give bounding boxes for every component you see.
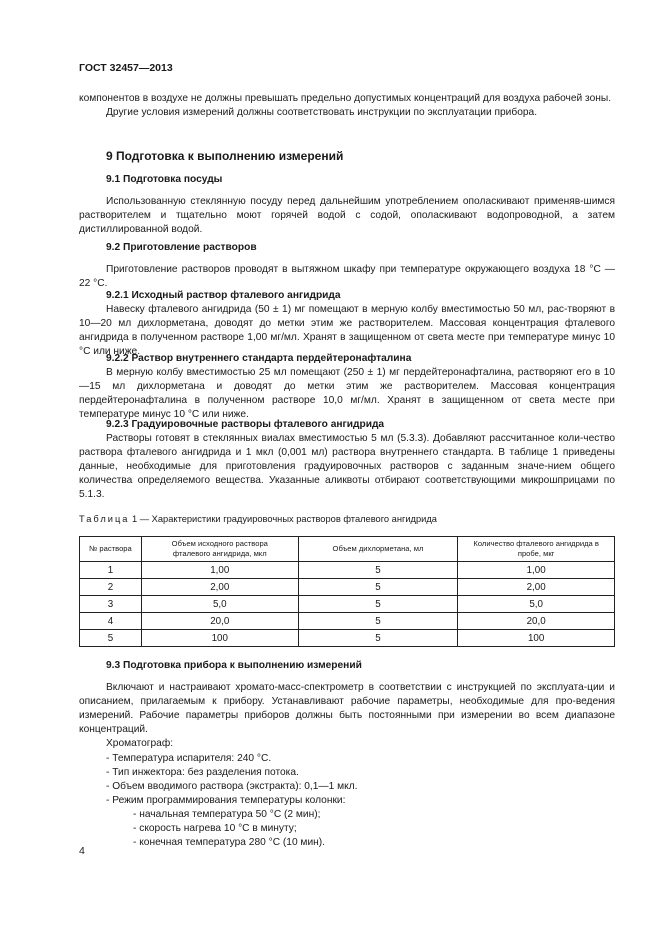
document-header: ГОСТ 32457—2013 (79, 62, 173, 74)
table-header-cell: Количество фталевого ангидрида в пробе, мкг (458, 537, 615, 562)
table-cell: 5 (80, 630, 142, 647)
table-cell: 5,0 (458, 596, 615, 613)
section-9-2-1-text: Навеску фталевого ангидрида (50 ± 1) мг помещают в мерную колбу вместимостью 50 мл, рас-творяют в 10—20 мл дихлорметана, доводят до метки этим же растворителем. Массовая концентрация фталевого ангидрида в полученном растворе 1,00 мг/мл. Хранят в защищенном от света месте при температуре минус 10 °С или ниже. (79, 304, 615, 358)
table-header-cell: Объем дихлорметана, мл (298, 537, 458, 562)
table-cell: 1,00 (458, 562, 615, 579)
intro-paragraph-1: компонентов в воздухе не должны превышать предельно допустимых концентраций для воздуха рабочей зоны. (79, 93, 612, 104)
table-cell: 5 (298, 579, 458, 596)
table-row (80, 613, 615, 630)
table-cell: 2,00 (458, 579, 615, 596)
table-cell: 100 (458, 630, 615, 647)
table-header-row (80, 537, 615, 562)
section-9-3 (79, 659, 615, 850)
table-cell: 5,0 (141, 596, 298, 613)
table-row (80, 562, 615, 579)
section-9-3-text: Включают и настраивают хромато-масс-спектрометр в соответствии с инструкцией по эксплуата-ции и описанием, прилагаемым к прибору. Устанавливают рабочие параметры, необходимые для про-ведения измерений. Рабочие параметры приборов должны быть постоянными при измерении во всем диапазоне концентраций. (79, 682, 615, 736)
table-cell: 5 (298, 562, 458, 579)
table-cell: 20,0 (141, 613, 298, 630)
section-9-2-2-title: 9.2.2 Раствор внутреннего стандарта пердейтеронафталина (106, 353, 412, 364)
table-row (80, 579, 615, 596)
table-cell: 4 (80, 613, 142, 630)
section-9-2-text: Приготовление растворов проводят в вытяжном шкафу при температуре окружающего воздуха 18 °С — 22 °С. (79, 264, 615, 290)
table-header-cell: № раствора (80, 537, 142, 562)
section-9-2-1-title: 9.2.1 Исходный раствор фталевого ангидрида (106, 290, 341, 301)
section-9-1-text: Использованную стеклянную посуду перед дальнейшим употреблением ополаскивают применяв-шимся растворителем и тщательно моют горячей водой с содой, ополаскивают водопроводной, а затем дистиллированной водой. (79, 196, 615, 236)
table-cell: 3 (80, 596, 142, 613)
table-cell: 100 (141, 630, 298, 647)
section-9-2-3-title: 9.2.3 Градуировочные растворы фталевого ангидрида (106, 419, 385, 430)
table-cell: 2 (80, 579, 142, 596)
table-cell: 1,00 (141, 562, 298, 579)
section-9-2-3-text: Растворы готовят в стеклянных виалах вместимостью 5 мл (5.3.3). Добавляют рассчитанное коли-чество раствора фталевого ангидрида и 1 мкл (0,001 мл) раствора внутреннего стандарта. В таблице 1 приведены данные, необходимые для приготовления градуировочных растворов с заданным значе-нием общего количества определяемого вещества. Указанные аликвоты отбирают соответствующими микрошприцами по 5.1.3. (79, 433, 615, 501)
list-item: - Объем вводимого раствора (экстракта): 0,1—1 мкл. (106, 780, 358, 792)
table-caption (79, 514, 437, 524)
intro-paragraph-2: Другие условия измерений должны соответствовать инструкции по эксплуатации прибора. (106, 107, 538, 119)
section-9-heading-block (79, 149, 615, 163)
page-number: 4 (79, 845, 85, 857)
list-item: - Режим программирования температуры колонки: (106, 794, 346, 806)
table-cell: 2,00 (141, 579, 298, 596)
sub-list-item: - скорость нагрева 10 °С в минуту; (133, 823, 297, 835)
list-item: - Температура испарителя: 240 °С. (106, 752, 272, 764)
table-cell: 5 (298, 613, 458, 630)
section-9-2-title: 9.2 Приготовление растворов (106, 242, 257, 253)
sub-list-item: - начальная температура 50 °С (2 мин); (133, 808, 321, 820)
table-row (80, 596, 615, 613)
table-row (80, 630, 615, 647)
table-caption-text: 1 — Характеристики градуировочных растворов фталевого ангидрида (132, 514, 437, 524)
section-9-2-2-text: В мерную колбу вместимостью 25 мл помещают (250 ± 1) мг пердейтеронафталина, растворяют его в 10—15 мл дихлорметана и доводят до метки этим же растворителем. Массовая концентрация пердейтеронафталина в полученном растворе 10,0 мг/мл. Хранят в защищенном от света месте при температуре минус 10 °С или ниже. (79, 367, 615, 421)
table-header-cell: Объем исходного раствора фталевого ангидрида, мкл (141, 537, 298, 562)
section-9-1-title: 9.1 Подготовка посуды (106, 174, 223, 185)
table-cell: 1 (80, 562, 142, 579)
table-cell: 5 (298, 630, 458, 647)
section-9-2-3 (79, 418, 615, 503)
intro-block (79, 92, 615, 120)
table-cell: 5 (298, 596, 458, 613)
table-caption-label: Таблица (79, 514, 130, 524)
section-9-2-1 (79, 289, 615, 359)
section-9-1 (79, 173, 615, 237)
section-9-2 (79, 241, 615, 291)
list-item: - Тип инжектора: без разделения потока. (106, 766, 299, 778)
calibration-table (79, 536, 615, 647)
chromatograph-label: Хроматограф: (106, 738, 174, 750)
table-cell: 20,0 (458, 613, 615, 630)
sub-list-item: - конечная температура 280 °С (10 мин). (133, 837, 325, 849)
section-9-3-title: 9.3 Подготовка прибора к выполнению измерений (106, 660, 362, 671)
section-9-2-2 (79, 352, 615, 422)
section-9-title: 9 Подготовка к выполнению измерений (106, 149, 344, 163)
